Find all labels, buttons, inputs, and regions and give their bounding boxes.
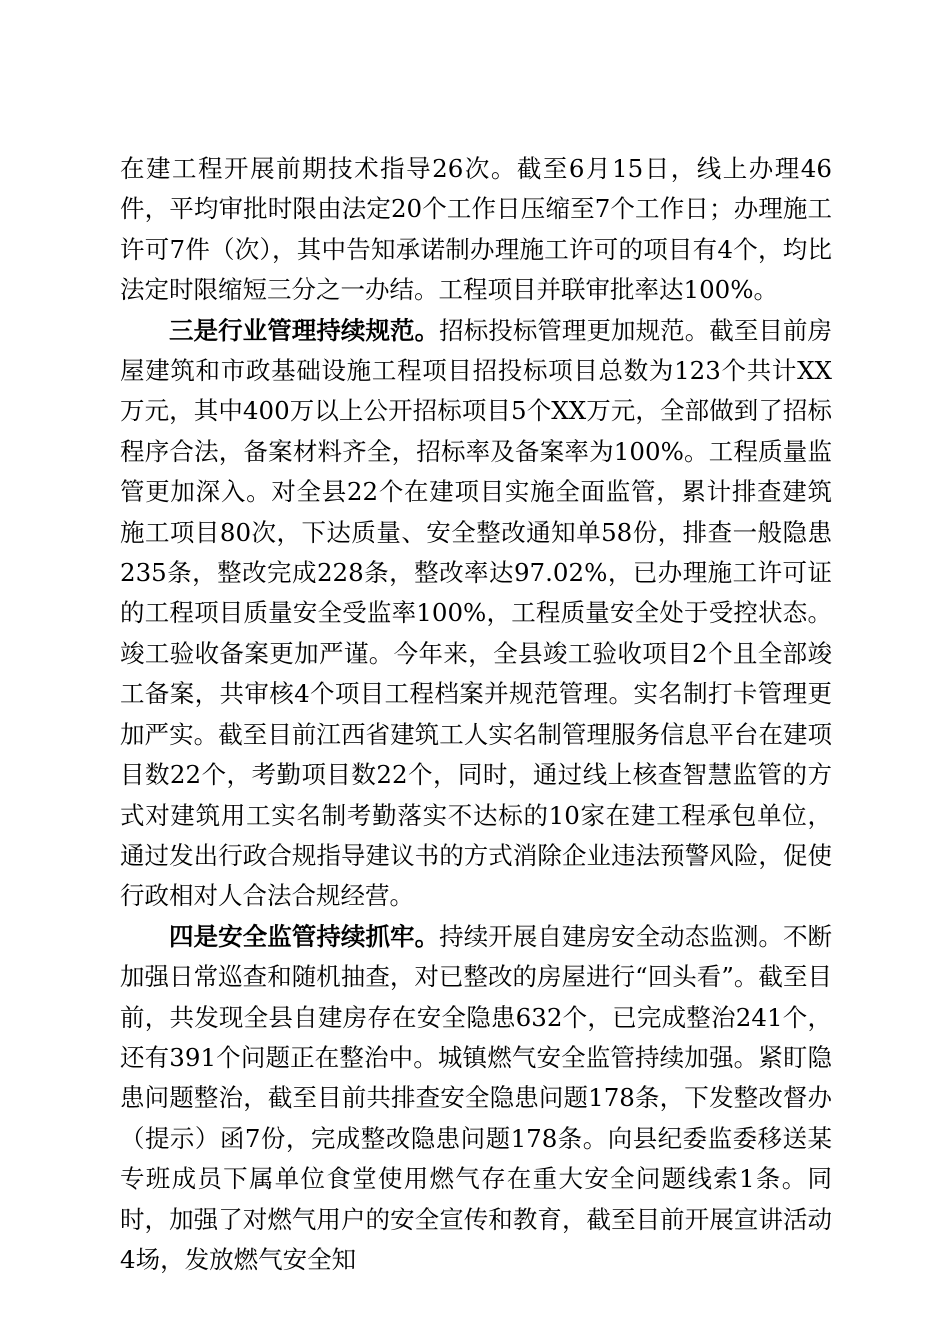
paragraph-3-text: 持续开展自建房安全动态监测。不断加强日常巡查和随机抽查，对已整改的房屋进行“回头看”。截至目前，共发现全县自建房存在安全隐患632个，已完成整治241个，还有391个问题正在整治中。城镇燃气安全监管持续加强。紧盯隐患问题整治，截至目前共排查安全隐患问题178条，下发整改督办（提示）函7份，完成整改隐患问题178条。向县纪委监委移送某专班成员下属单位食堂使用燃气存在重大安全问题线索1条。同时，加强了对燃气用户的安全宣传和教育，截至目前开展宣讲活动4场，发放燃气安全知 <box>120 921 833 1274</box>
paragraph-3-lead: 四是安全监管持续抓牢。 <box>169 921 440 951</box>
paragraph-1 <box>120 149 832 311</box>
paragraph-2 <box>120 311 832 917</box>
document-body <box>120 149 832 1280</box>
paragraph-3 <box>120 917 832 1281</box>
paragraph-1-text: 在建工程开展前期技术指导26次。截至6月15日，线上办理46件，平均审批时限由法定20个工作日压缩至7个工作日；办理施工许可7件（次），其中告知承诺制办理施工许可的项目有4个，均比法定时限缩短三分之一办结。工程项目并联审批率达100%。 <box>120 154 832 305</box>
paragraph-2-lead: 三是行业管理持续规范。 <box>169 315 440 345</box>
paragraph-2-text: 招标投标管理更加规范。截至目前房屋建筑和市政基础设施工程项目招投标项目总数为123个共计XX万元，其中400万以上公开招标项目5个XX万元，全部做到了招标程序合法，备案材料齐全，招标率及备案率为100%。工程质量监管更加深入。对全县22个在建项目实施全面监管，累计排查建筑施工项目80次，下达质量、安全整改通知单58份，排查一般隐患235条，整改完成228条，整改率达97.02%，已办理施工许可证的工程项目质量安全受监率100%，工程质量安全处于受控状态。竣工验收备案更加严谨。今年来，全县竣工验收项目2个且全部竣工备案，共审核4个项目工程档案并规范管理。实名制打卡管理更加严实。截至目前江西省建筑工人实名制管理服务信息平台在建项目数22个，考勤项目数22个，同时，通过线上核查智慧监管的方式对建筑用工实名制考勤落实不达标的10家在建工程承包单位，通过发出行政合规指导建议书的方式消除企业违法预警风险，促使行政相对人合法合规经营。 <box>120 315 833 911</box>
